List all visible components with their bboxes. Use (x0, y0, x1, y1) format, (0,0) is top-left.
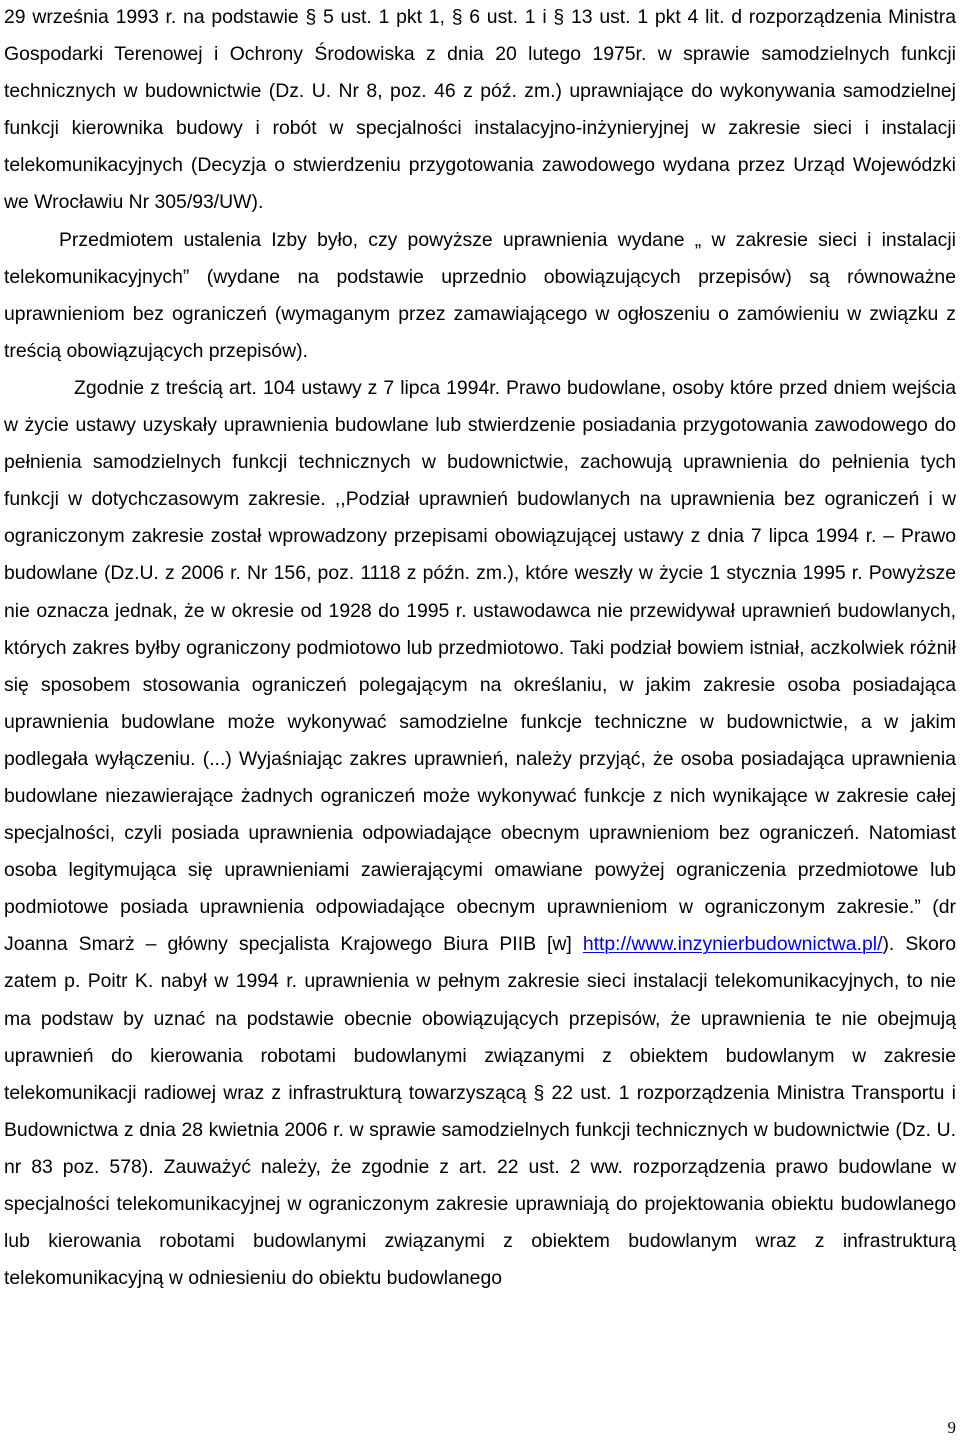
source-link[interactable]: http://www.inzynierbudownictwa.pl/ (582, 933, 883, 956)
document-body (4, 0, 956, 1297)
paragraph-subject: Przedmiotem ustalenia Izby było, czy powyższe uprawnienia wydane „ w zakresie sieci i instalacji telekomunikacyjnych” (wydane na podstawie uprzednio obowiązujących przepisów) są równoważne uprawnieniom bez ograniczeń (wymaganym przez zamawiającego w ogłoszeniu o zamówieniu w związku z treścią obowiązujących przepisów). (4, 228, 956, 362)
paragraph-legal-analysis (4, 370, 956, 1297)
page-number: 9 (947, 1418, 956, 1437)
paragraph-text-before-link: Zgodnie z treścią art. 104 ustawy z 7 lipca 1994r. Prawo budowlane, osoby które przed dniem wejścia w życie ustawy uzyskały uprawnienia budowlane lub stwierdzenie posiadania przygotowania zawodowego do pełnienia samodzielnych funkcji technicznych w budownictwie, zachowują uprawnienia do pełnienia tych funkcji w dotychczasowym zakresie. ,,Podział uprawnień budowlanych na uprawnienia bez ograniczeń i w ograniczonym zakresie został wprowadzony przepisami obowiązującej ustawy z dnia 7 lipca 1994 r. – Prawo budowlane (Dz.U. z 2006 r. Nr 156, poz. 1118 z późn. zm.), które weszły w życie 1 stycznia 1995 r. Powyższe nie oznacza jednak, że w okresie od 1928 do 1995 r. ustawodawca nie przewidywał uprawnień budowlanych, których zakres byłby ograniczony podmiotowo lub przedmiotowo. Taki podział bowiem istniał, aczkolwiek różnił się sposobem stosowania ograniczeń polegającym na określaniu, w jakim zakresie osoba posiadająca uprawnienia budowlane może wykonywać samodzielne funkcje techniczne w budownictwie, a w jakim podlegała wyłączeniu. (...) Wyjaśniając zakres uprawnień, należy przyjąć, że osoba posiadająca uprawnienia budowlane niezawierające żadnych ograniczeń może wykonywać funkcje z nich wynikające w zakresie całej specjalności, czyli posiada uprawnienia odpowiadające obecnym uprawnieniom bez ograniczeń. Natomiast osoba legitymująca się uprawnieniami zawierającymi omawiane powyżej ograniczenia przedmiotowe lub podmiotowe posiada uprawnienia odpowiadające obecnym uprawnieniom w ograniczonym zakresie.” (dr Joanna Smarż – główny specjalista Krajowego Biura PIIB [w] (4, 376, 956, 956)
paragraph-text-after-link: ). Skoro zatem p. Poitr K. nabył w 1994 r. uprawnienia w pełnym zakresie sieci instalacji telekomunikacyjnych, to nie ma podstaw by uznać na podstawie obecnie obowiązujących przepisów, że uprawnienia te nie obejmują uprawnień do kierowania robotami budowlanymi związanymi z obiektem budowlanym w zakresie telekomunikacji radiowej wraz z infrastrukturą towarzyszącą § 22 ust. 1 rozporządzenia Ministra Transportu i Budownictwa z dnia 28 kwietnia 2006 r. w sprawie samodzielnych funkcji technicznych w budownictwie (Dz. U. nr 83 poz. 578). Zauważyć należy, że zgodnie z art. 22 ust. 2 ww. rozporządzenia prawo budowlane w specjalności telekomunikacyjnej w ograniczonym zakresie uprawniają do projektowania obiektu budowlanego lub kierowania robotami budowlanymi związanymi z obiektem budowlanym wraz z infrastrukturą telekomunikacyjną w odniesieniu do obiektu budowlanego (4, 933, 956, 1290)
paragraph-decision: 29 września 1993 r. na podstawie § 5 ust. 1 pkt 1, § 6 ust. 1 i § 13 ust. 1 pkt 4 lit. d rozporządzenia Ministra Gospodarki Terenowej i Ochrony Środowiska z dnia 20 lutego 1975r. w sprawie samodzielnych funkcji technicznych w budownictwie (Dz. U. Nr 8, poz. 46 z póź. zm.) uprawniające do wykonywania samodzielnej funkcji kierownika budowy i robót w specjalności instalacyjno-inżynieryjnej w zakresie sieci i instalacji telekomunikacyjnych (Decyzja o stwierdzeniu przygotowania zawodowego wydana przez Urząd Wojewódzki we Wrocławiu Nr 305/93/UW). (4, 6, 956, 214)
